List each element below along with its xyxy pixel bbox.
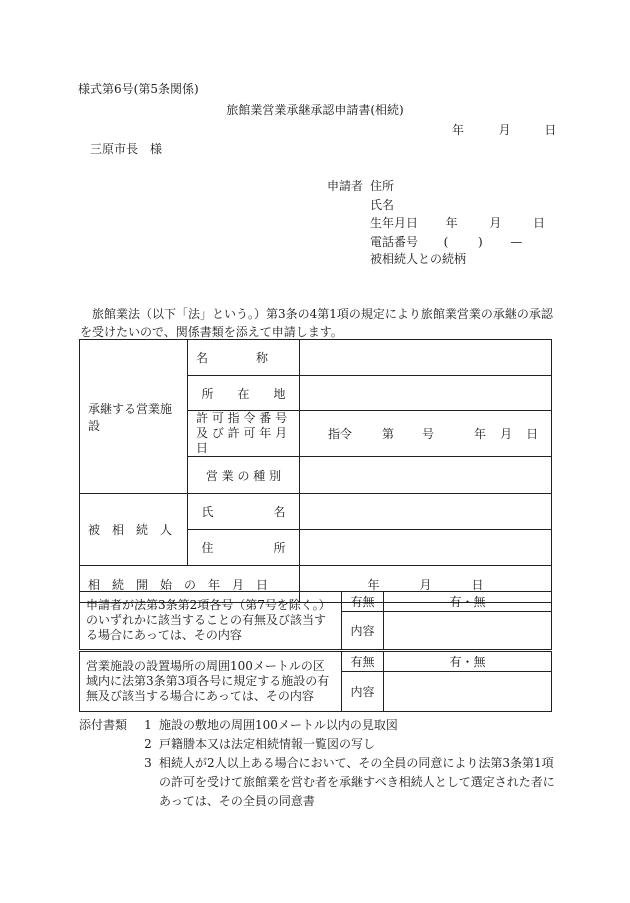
applicant-name-label: 氏名	[370, 198, 395, 212]
permit-dai: 第	[382, 427, 395, 441]
facility-name-field[interactable]	[300, 340, 552, 376]
permit-month: 月	[500, 427, 513, 441]
applicant-address-label: 住所	[370, 179, 395, 193]
facility-location-field[interactable]	[300, 376, 552, 411]
permit-label: 許 可 指 令 番 号 及 び 許 可 年 月 日	[188, 411, 300, 457]
form-number: 様式第6号(第5条関係)	[78, 82, 199, 96]
facility-name-label: 名 称	[188, 340, 300, 376]
applicant-phone	[370, 233, 522, 250]
facility-table	[79, 339, 552, 603]
decedent-address-label: 住 所	[188, 530, 300, 566]
phone-close-paren: )	[478, 235, 483, 249]
inheritance-start-label: 相 続 開 始 の 年 月 日	[80, 566, 300, 603]
decedent-group-label: 被 相 続 人	[80, 494, 188, 566]
question2-content-field[interactable]	[384, 672, 552, 712]
date-year: 年	[452, 123, 465, 137]
applicant-relation-label: 被相続人との続柄	[370, 252, 467, 266]
inheritance-month: 月	[419, 577, 432, 592]
birthdate-label: 生年月日	[370, 216, 419, 230]
phone-label: 電話番号	[370, 235, 419, 249]
permit-year: 年	[474, 427, 487, 441]
attachment-item: 添付書類 1 施設の敷地の周囲100メートル以内の見取図	[79, 716, 559, 735]
decedent-name-label: 氏 名	[188, 494, 300, 530]
birth-year: 年	[445, 216, 458, 230]
decedent-name-field[interactable]	[300, 494, 552, 530]
decedent-address-field[interactable]	[300, 530, 552, 566]
permit-gou: 号	[422, 427, 435, 441]
inheritance-year: 年	[367, 577, 380, 592]
question1-table	[79, 591, 552, 650]
permit-field[interactable]	[300, 411, 552, 457]
date-month: 月	[498, 123, 511, 137]
question2-text: 営業施設の設置場所の周囲100メートルの区域内に法第3条第3項各号に規定する施設の有無及び該当する場合にあっては、その内容	[80, 652, 342, 712]
birth-month: 月	[489, 216, 502, 230]
question1-text: 申請者が法第3条第2項各号（第7号を除く。）のいずれかに該当することの有無及び該当する場合にあっては、その内容	[80, 592, 342, 650]
question2-yesno-label: 有無	[342, 652, 384, 672]
document-title: 旅館業営業承継承認申請書(相続)	[226, 103, 404, 117]
birth-day: 日	[533, 216, 546, 230]
question1-yesno-label: 有無	[342, 592, 384, 612]
question1-yesno-value[interactable]: 有・無	[384, 592, 552, 612]
permit-shirei: 指令	[328, 427, 353, 441]
attachment-item: 3 相続人が2人以上ある場合において、その全員の同意により法第3条第1項の許可を受けて旅館業を営む者を承継すべき相続人として選定された者にあっては、その全員の同意書	[144, 756, 555, 808]
inheritance-day: 日	[471, 577, 484, 592]
permit-day: 日	[526, 427, 539, 441]
attachments	[79, 716, 559, 811]
intro-text: 旅館業法（以下「法」という。）第3条の4第1項の規定により旅館業営業の承継の承認を受けたいので、関係書類を添えて申請します。	[80, 307, 553, 339]
question1-content-label: 内容	[342, 612, 384, 650]
date-day: 日	[544, 123, 557, 137]
question2-content-label: 内容	[342, 672, 384, 712]
facility-group-label: 承継する営業施設	[80, 340, 188, 494]
applicant-birthdate	[370, 214, 545, 231]
attachment-item: 2 戸籍謄本又は法定相続情報一覧図の写し	[144, 737, 376, 751]
question2-yesno-value[interactable]: 有・無	[384, 652, 552, 672]
business-type-field[interactable]	[300, 457, 552, 494]
attachments-label: 添付書類	[79, 718, 128, 732]
addressee: 三原市長 様	[90, 142, 163, 156]
phone-open-paren: (	[443, 235, 449, 249]
applicant-label: 申請者	[327, 179, 364, 193]
business-type-label: 営 業 の 種 別	[188, 457, 300, 494]
date-line	[452, 121, 556, 138]
question1-content-field[interactable]	[384, 612, 552, 650]
facility-location-label: 所 在 地	[188, 376, 300, 411]
question2-table	[79, 651, 552, 712]
phone-dash: —	[510, 235, 523, 249]
